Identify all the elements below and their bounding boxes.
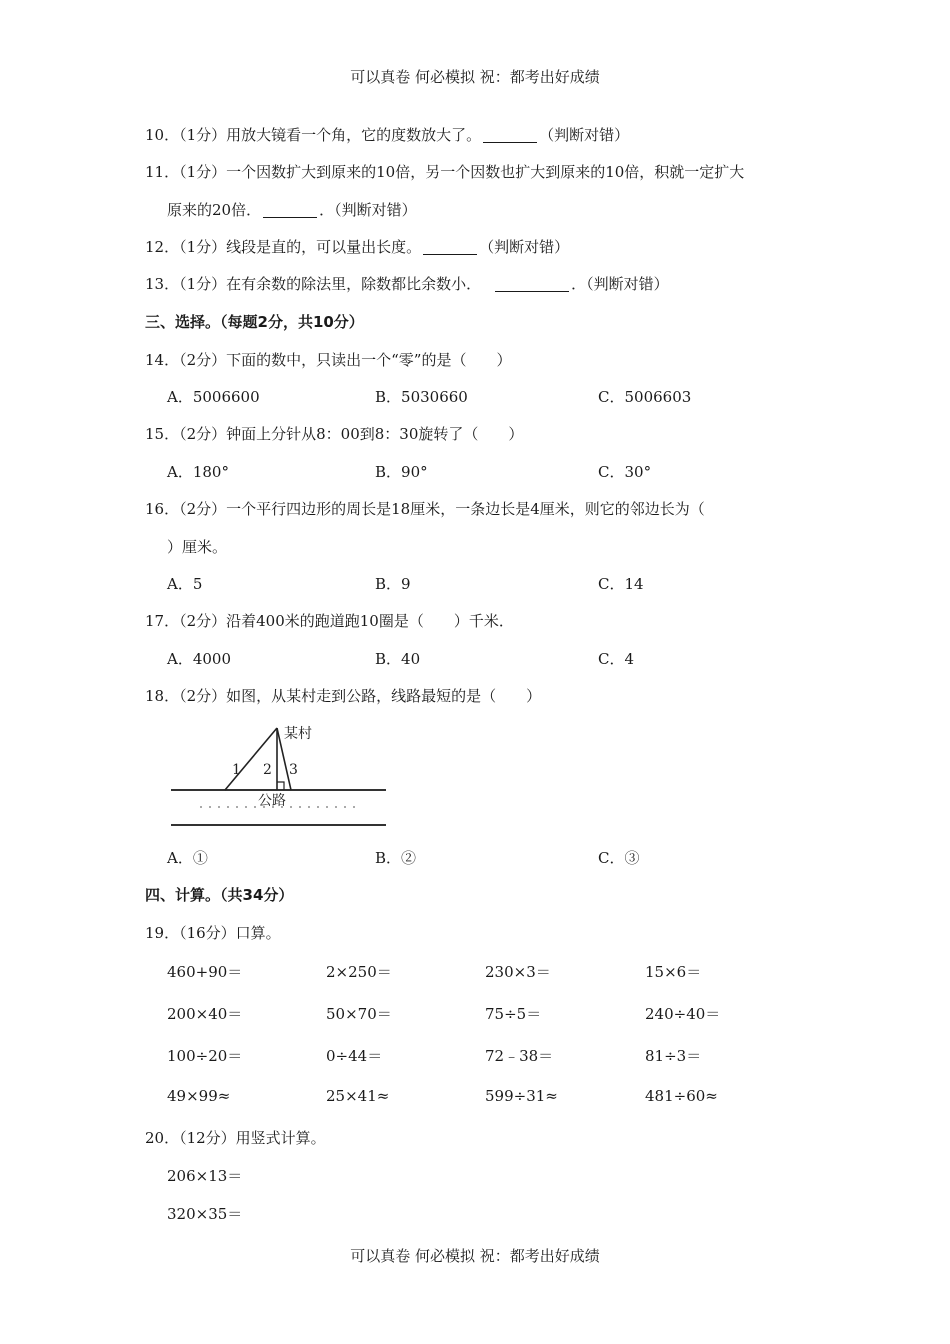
question-14: 14．（2分）下面的数中，只读出一个“零”的是（ ）: [145, 351, 512, 369]
answer-blank-12[interactable]: [423, 253, 477, 255]
question-12-text: 12．（1分）线段是直的，可以量出长度。: [145, 238, 422, 256]
calc-item: 50×70＝: [326, 1005, 392, 1023]
vertical-calc-item: 320×35＝: [167, 1205, 243, 1223]
q18-option-c[interactable]: C．③: [598, 849, 640, 867]
q15-option-b[interactable]: B．90°: [375, 463, 428, 481]
path-2-label: 2: [263, 762, 272, 778]
page-header: 可以真卷 何必模拟 祝：都考出好成绩: [350, 68, 600, 86]
answer-blank-10[interactable]: [483, 141, 537, 143]
calc-item: 481÷60≈: [645, 1087, 718, 1105]
question-15: 15．（2分）钟面上分针从8：00到8：30旋转了（ ）: [145, 425, 524, 443]
question-10-suffix: （判断对错）: [539, 126, 630, 144]
q15-option-a[interactable]: A．180°: [167, 463, 229, 481]
calc-item: 599÷31≈: [485, 1087, 558, 1105]
question-10-text: 10．（1分）用放大镜看一个角，它的度数放大了。: [145, 126, 482, 144]
calc-item: 15×6＝: [645, 963, 702, 981]
path-1-label: 1: [232, 762, 241, 778]
answer-blank-11[interactable]: [263, 216, 317, 218]
q16-option-b[interactable]: B．9: [375, 575, 411, 593]
road-village-figure: [165, 718, 395, 833]
q14-option-a[interactable]: A．5006600: [167, 388, 260, 406]
question-10: [145, 124, 629, 145]
q16-option-c[interactable]: C．14: [598, 575, 644, 593]
vertical-calc-item: 206×13＝: [167, 1167, 243, 1185]
path-3-label: 3: [289, 762, 298, 778]
calc-item: 81÷3＝: [645, 1047, 702, 1065]
question-11-text: 11．（1分）一个因数扩大到原来的10倍，另一个因数也扩大到原来的10倍，积就一定扩大: [145, 163, 745, 181]
question-12-suffix: （判断对错）: [479, 238, 570, 256]
question-11-suffix: ．（判断对错）: [319, 201, 417, 219]
question-20: 20．（12分）用竖式计算。: [145, 1129, 326, 1147]
question-17: 17．（2分）沿着400米的跑道跑10圈是（ ）千米．: [145, 612, 514, 630]
village-label: 某村: [284, 726, 312, 742]
question-11-text-cont: 原来的20倍．: [167, 201, 262, 219]
calc-item: 460+90＝: [167, 963, 243, 981]
q17-option-c[interactable]: C．4: [598, 650, 635, 668]
calc-item: 75÷5＝: [485, 1005, 542, 1023]
q18-option-a[interactable]: A．①: [167, 849, 208, 867]
question-19: 19．（16分）口算。: [145, 924, 281, 942]
page-footer: 可以真卷 何必模拟 祝：都考出好成绩: [350, 1247, 600, 1265]
calc-item: 25×41≈: [326, 1087, 390, 1105]
question-18: 18．（2分）如图，从某村走到公路，线路最短的是（ ）: [145, 687, 542, 705]
question-13-suffix: ．（判断对错）: [571, 275, 669, 293]
right-angle-mark: [277, 782, 284, 790]
q18-option-b[interactable]: B．②: [375, 849, 417, 867]
calc-item: 100÷20＝: [167, 1047, 243, 1065]
question-11: [145, 161, 744, 182]
question-16: 16．（2分）一个平行四边形的周长是18厘米，一条边长是4厘米，则它的邻边长为（: [145, 500, 705, 518]
answer-blank-13[interactable]: [495, 290, 569, 292]
question-16-continued: ）厘米。: [167, 538, 228, 556]
road-label: 公路: [258, 793, 286, 809]
question-13: [145, 273, 669, 294]
question-12: [145, 236, 569, 257]
question-11-continued: [167, 199, 417, 220]
calc-item: 200×40＝: [167, 1005, 243, 1023]
q16-option-a[interactable]: A．5: [167, 575, 203, 593]
q14-option-b[interactable]: B．5030660: [375, 388, 468, 406]
calc-item: 2×250＝: [326, 963, 392, 981]
calc-item: 230×3＝: [485, 963, 551, 981]
calc-item: 49×99≈: [167, 1087, 231, 1105]
section-4-title: 四、计算。（共34分）: [145, 886, 294, 904]
calc-item: 240÷40＝: [645, 1005, 721, 1023]
question-13-text: 13．（1分）在有余数的除法里，除数都比余数小．: [145, 275, 482, 293]
q17-option-a[interactable]: A．4000: [167, 650, 232, 668]
q14-option-c[interactable]: C．5006603: [598, 388, 692, 406]
section-3-title: 三、选择。（每题2分，共10分）: [145, 313, 364, 331]
calc-item: 0÷44＝: [326, 1047, 383, 1065]
path-1: [225, 728, 277, 790]
q17-option-b[interactable]: B．40: [375, 650, 421, 668]
calc-item: 72﹣38＝: [485, 1047, 554, 1065]
q15-option-c[interactable]: C．30°: [598, 463, 652, 481]
